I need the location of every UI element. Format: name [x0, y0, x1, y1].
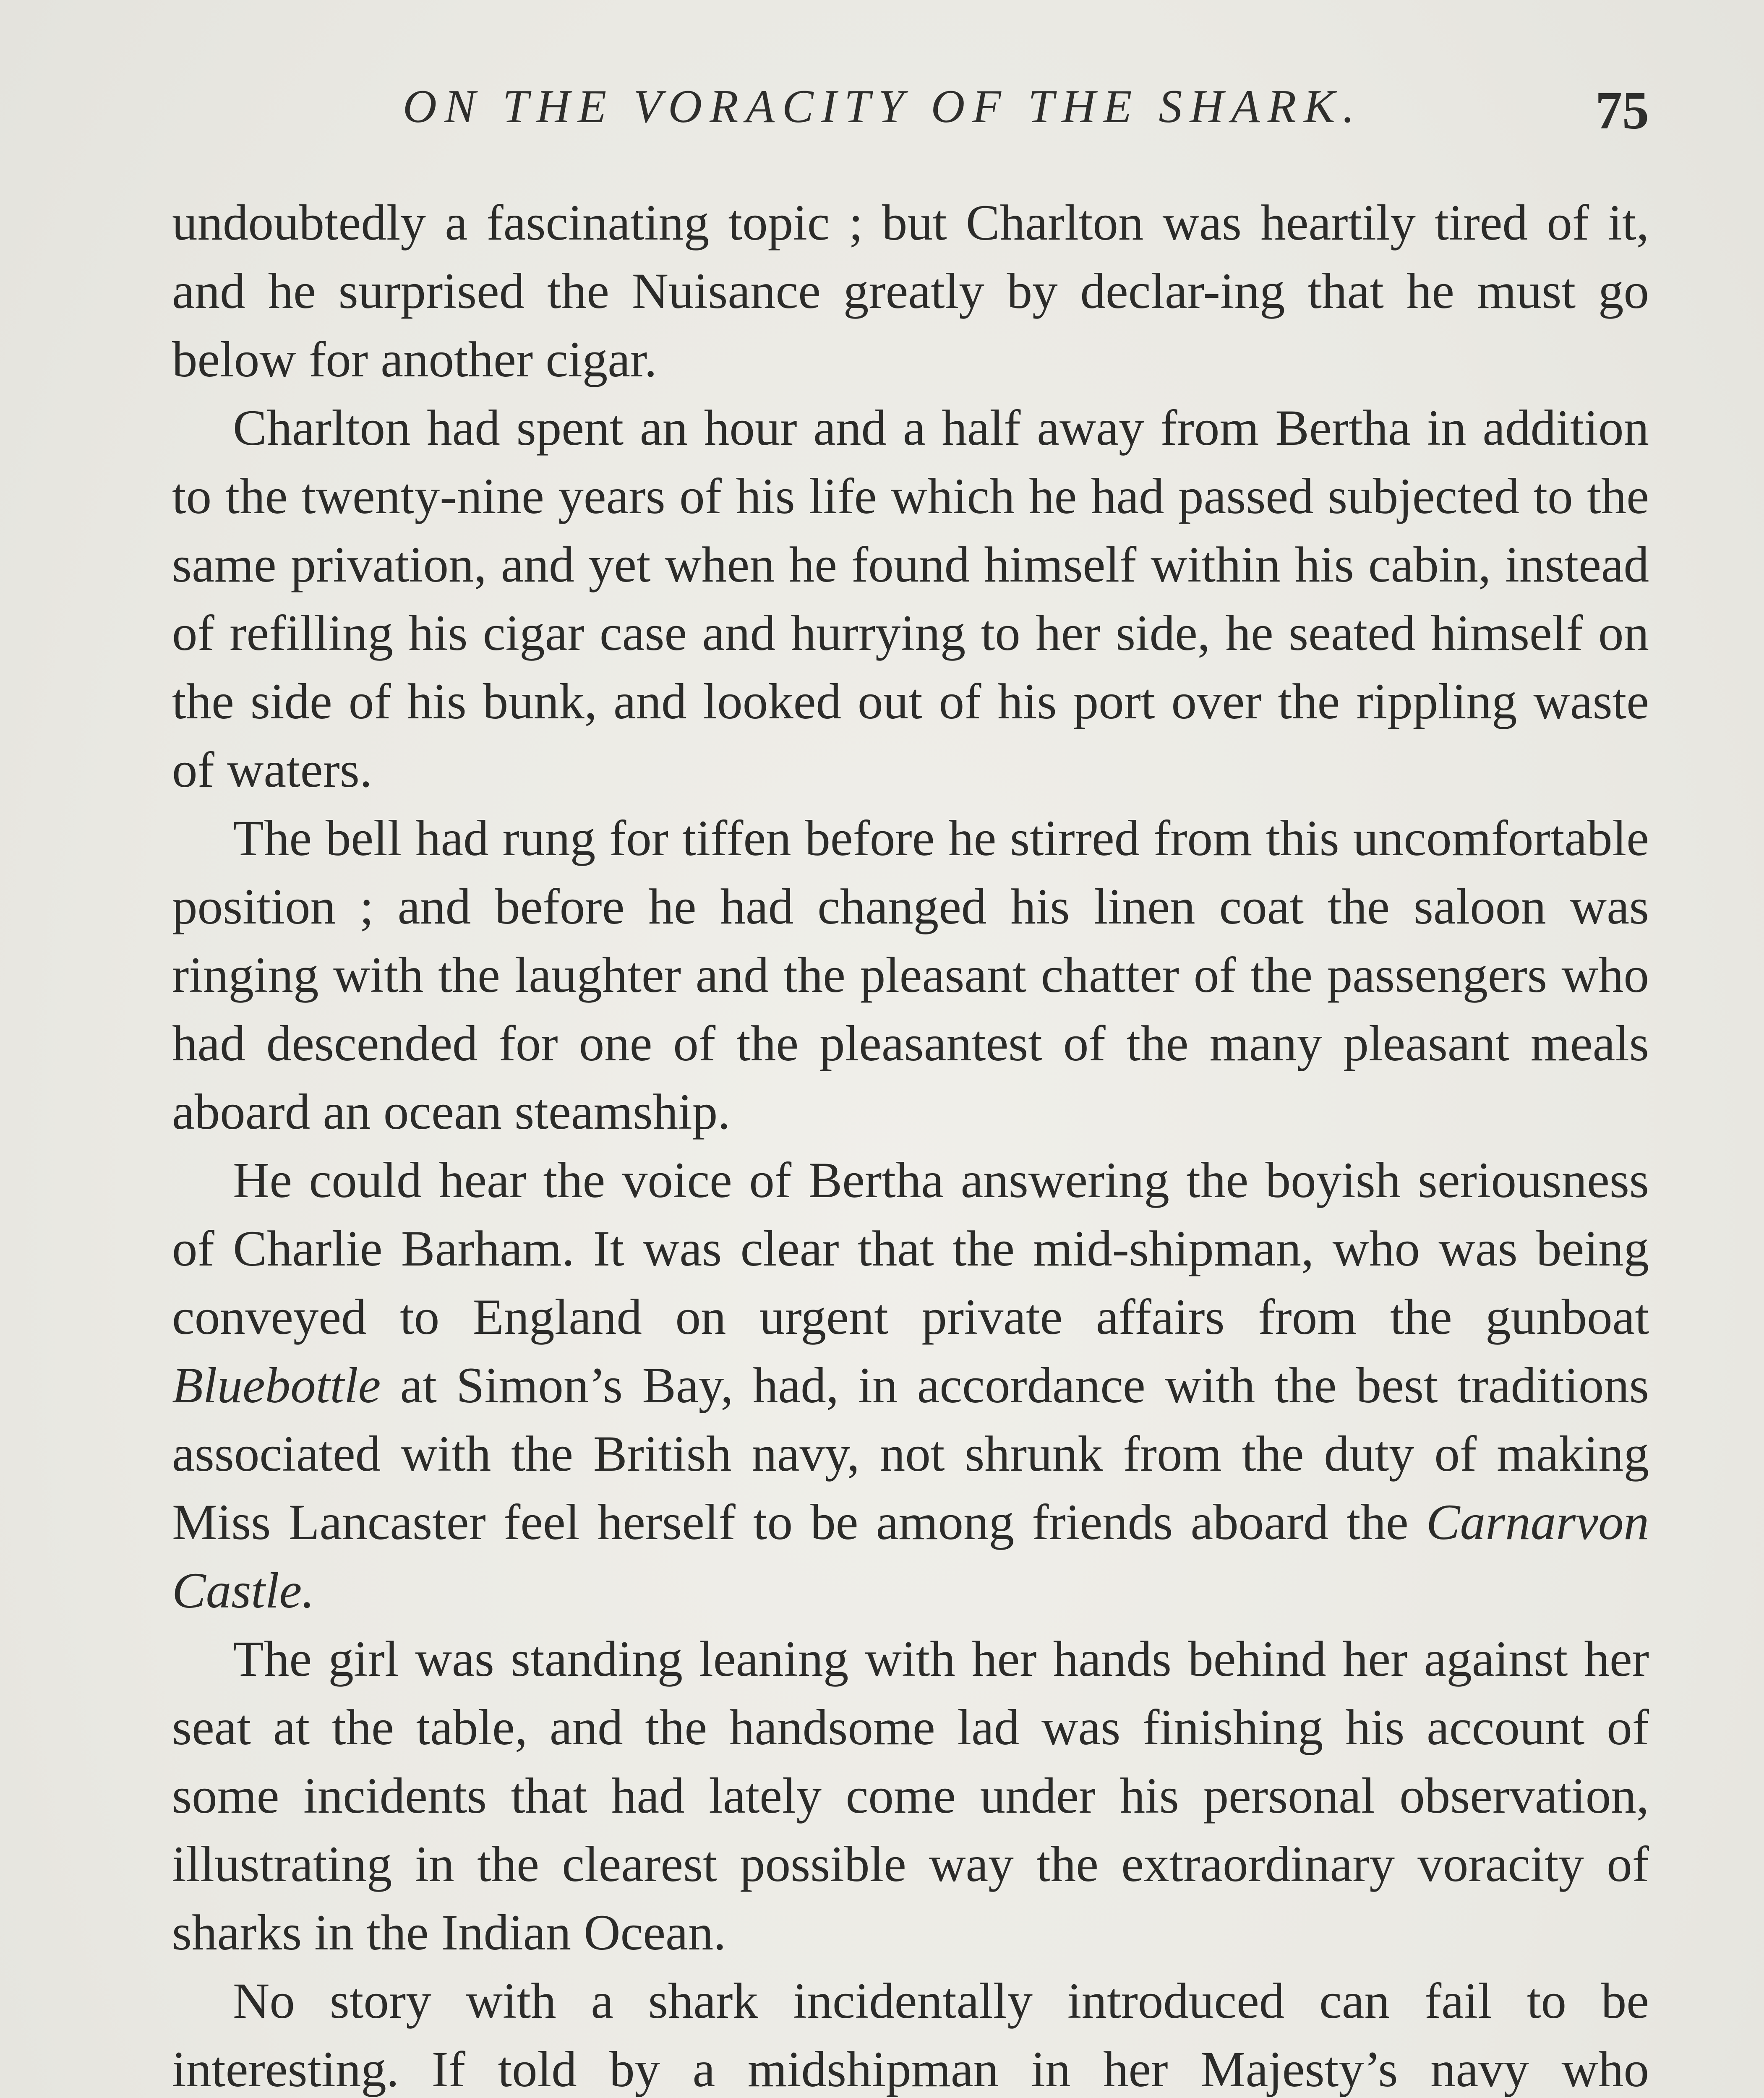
paragraph-text: The bell had rung for tiffen before he stirred from this uncomfortable position ; and before he had changed his linen coat the saloon was ringing with the laughter and the pleasant chatter of the passengers who had descended for one of the pleasantest of the many pleasant meals aboard an ocean steamship.	[172, 810, 1649, 1140]
paragraph-text: He could hear the voice of Bertha answering the boyish seriousness of Charlie Barham. It was clear that the mid-shipman, who was being conveyed to England on urgent private affairs from the gunboat	[172, 1152, 1649, 1345]
paragraph-text: undoubtedly a fascinating topic ; but Charlton was heartily tired of it, and he surprised the Nuisance greatly by declar-ing that he must go below for another cigar.	[172, 195, 1649, 388]
paragraph-text: Charlton had spent an hour and a half away from Bertha in addition to the twenty-nine years of his life which he had passed subjected to the same privation, and yet when he found himself within his cabin, instead of refilling his cigar case and hurrying to her side, he seated himself on the side of his bunk, and looked out of his port over the rippling waste of waters.	[172, 400, 1649, 798]
paragraph	[172, 1625, 1649, 1967]
paragraph	[172, 1967, 1649, 2098]
paragraph	[172, 804, 1649, 1146]
paragraph-text: No story with a shark incidentally introduced can fail to be interesting. If told by a midshipman in her Majesty’s navy who	[172, 1973, 1649, 2098]
paragraph-text: The girl was standing leaning with her hands behind her against her seat at the table, and the handsome lad was finishing his account of some incidents that had lately come under his personal observation, illustrating in the clearest possible way the extraordinary voracity of sharks in the Indian Ocean.	[172, 1631, 1649, 1961]
ship-name-carnarvon-castle: Carnarvon Castle.	[172, 1494, 1649, 1619]
page-header	[403, 80, 1649, 151]
paragraph-text: at Simon’s Bay, had, in accordance with the best traditions associated with the British navy, not shrunk from the duty of making Miss Lancaster feel herself to be among friends aboard the	[172, 1357, 1649, 1550]
page-number: 75	[1595, 81, 1649, 140]
paragraph	[172, 189, 1649, 394]
paragraph	[172, 394, 1649, 804]
paragraph	[172, 1146, 1649, 1625]
running-title: ON THE VORACITY OF THE SHARK.	[403, 81, 1362, 133]
body-text	[172, 189, 1649, 2098]
ship-name-bluebottle: Bluebottle	[172, 1357, 381, 1414]
